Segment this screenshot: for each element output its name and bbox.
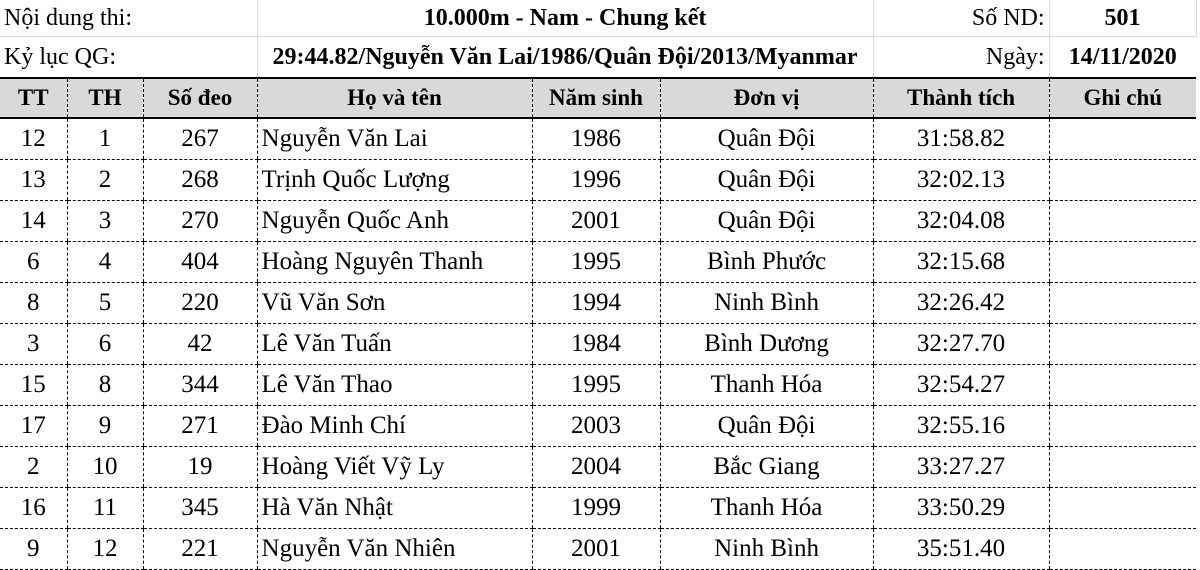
so-nd-label: Số ND: [873, 0, 1049, 37]
result-rows [0, 118, 1196, 570]
cell-tt: 16 [0, 488, 67, 529]
column-header-row [0, 78, 1196, 118]
cell-thanh-tich: 33:50.29 [873, 488, 1049, 529]
cell-thanh-tich: 32:27.70 [873, 324, 1049, 365]
cell-tt: 2 [0, 447, 67, 488]
cell-don-vi: Quân Đội [660, 201, 873, 242]
cell-th: 6 [67, 324, 143, 365]
column-header-ghi-chu: Ghi chú [1049, 78, 1196, 118]
cell-tt: 17 [0, 406, 67, 447]
column-header-th: TH [67, 78, 143, 118]
cell-tt: 6 [0, 242, 67, 283]
column-header-don-vi: Đơn vị [660, 78, 873, 118]
cell-ho-ten: Lê Văn Thao [257, 365, 532, 406]
cell-th: 9 [67, 406, 143, 447]
cell-don-vi: Quân Đội [660, 406, 873, 447]
cell-so-deo: 404 [143, 242, 257, 283]
cell-th: 11 [67, 488, 143, 529]
cell-ghi-chu [1049, 160, 1196, 201]
cell-thanh-tich: 32:54.27 [873, 365, 1049, 406]
cell-tt: 9 [0, 529, 67, 570]
cell-nam-sinh: 1996 [532, 160, 660, 201]
record-label: Kỷ lục QG: [0, 37, 257, 79]
cell-ghi-chu [1049, 118, 1196, 160]
table-row [0, 365, 1196, 406]
cell-don-vi: Ninh Bình [660, 529, 873, 570]
cell-thanh-tich: 32:02.13 [873, 160, 1049, 201]
cell-so-deo: 267 [143, 118, 257, 160]
cell-don-vi: Ninh Bình [660, 283, 873, 324]
cell-nam-sinh: 1986 [532, 118, 660, 160]
cell-ho-ten: Trịnh Quốc Lượng [257, 160, 532, 201]
cell-don-vi: Quân Đội [660, 160, 873, 201]
cell-nam-sinh: 2004 [532, 447, 660, 488]
column-header-thanh-tich: Thành tích [873, 78, 1049, 118]
cell-so-deo: 19 [143, 447, 257, 488]
cell-so-deo: 42 [143, 324, 257, 365]
cell-so-deo: 268 [143, 160, 257, 201]
cell-ho-ten: Nguyễn Quốc Anh [257, 201, 532, 242]
cell-nam-sinh: 2001 [532, 529, 660, 570]
cell-tt: 3 [0, 324, 67, 365]
table-row [0, 118, 1196, 160]
cell-don-vi: Thanh Hóa [660, 365, 873, 406]
cell-thanh-tich: 32:26.42 [873, 283, 1049, 324]
event-label: Nội dung thi: [0, 0, 257, 37]
cell-th: 8 [67, 365, 143, 406]
cell-ghi-chu [1049, 201, 1196, 242]
table-row [0, 406, 1196, 447]
table-row [0, 283, 1196, 324]
cell-th: 12 [67, 529, 143, 570]
cell-so-deo: 220 [143, 283, 257, 324]
cell-th: 2 [67, 160, 143, 201]
cell-th: 10 [67, 447, 143, 488]
so-nd-value: 501 [1049, 0, 1196, 37]
cell-don-vi: Bình Dương [660, 324, 873, 365]
cell-ghi-chu [1049, 324, 1196, 365]
cell-ghi-chu [1049, 447, 1196, 488]
cell-so-deo: 345 [143, 488, 257, 529]
cell-ghi-chu [1049, 529, 1196, 570]
cell-thanh-tich: 31:58.82 [873, 118, 1049, 160]
cell-nam-sinh: 1984 [532, 324, 660, 365]
table-row [0, 447, 1196, 488]
cell-don-vi: Bắc Giang [660, 447, 873, 488]
cell-ho-ten: Vũ Văn Sơn [257, 283, 532, 324]
cell-thanh-tich: 32:15.68 [873, 242, 1049, 283]
cell-ho-ten: Hoàng Nguyên Thanh [257, 242, 532, 283]
table-row [0, 160, 1196, 201]
cell-so-deo: 221 [143, 529, 257, 570]
column-header-nam-sinh: Năm sinh [532, 78, 660, 118]
table-row [0, 201, 1196, 242]
cell-don-vi: Quân Đội [660, 118, 873, 160]
cell-tt: 12 [0, 118, 67, 160]
cell-nam-sinh: 2001 [532, 201, 660, 242]
event-header-row [0, 0, 1196, 37]
cell-ghi-chu [1049, 488, 1196, 529]
cell-nam-sinh: 1999 [532, 488, 660, 529]
table-row [0, 488, 1196, 529]
cell-ghi-chu [1049, 283, 1196, 324]
cell-th: 4 [67, 242, 143, 283]
table-row [0, 242, 1196, 283]
cell-ho-ten: Nguyễn Văn Nhiên [257, 529, 532, 570]
date-label: Ngày: [873, 37, 1049, 79]
cell-so-deo: 270 [143, 201, 257, 242]
event-title: 10.000m - Nam - Chung kết [257, 0, 873, 37]
cell-thanh-tich: 33:27.27 [873, 447, 1049, 488]
cell-ho-ten: Hà Văn Nhật [257, 488, 532, 529]
cell-so-deo: 344 [143, 365, 257, 406]
column-header-ho-ten: Họ và tên [257, 78, 532, 118]
cell-so-deo: 271 [143, 406, 257, 447]
cell-tt: 13 [0, 160, 67, 201]
cell-thanh-tich: 35:51.40 [873, 529, 1049, 570]
date-value: 14/11/2020 [1068, 43, 1177, 70]
cell-nam-sinh: 2003 [532, 406, 660, 447]
cell-th: 3 [67, 201, 143, 242]
table-row [0, 529, 1196, 570]
cell-thanh-tich: 32:04.08 [873, 201, 1049, 242]
cell-ho-ten: Hoàng Viết Vỹ Ly [257, 447, 532, 488]
cell-tt: 8 [0, 283, 67, 324]
cell-thanh-tich: 32:55.16 [873, 406, 1049, 447]
cell-nam-sinh: 1995 [532, 242, 660, 283]
column-header-tt: TT [0, 78, 67, 118]
cell-nam-sinh: 1995 [532, 365, 660, 406]
record-header-row [0, 37, 1196, 79]
record-value: 29:44.82/Nguyễn Văn Lai/1986/Quân Đội/2013/Myanmar [257, 37, 873, 79]
cell-th: 1 [67, 118, 143, 160]
cell-ghi-chu [1049, 406, 1196, 447]
cell-don-vi: Thanh Hóa [660, 488, 873, 529]
table-row [0, 324, 1196, 365]
cell-ho-ten: Lê Văn Tuấn [257, 324, 532, 365]
cell-nam-sinh: 1994 [532, 283, 660, 324]
cell-tt: 14 [0, 201, 67, 242]
cell-ghi-chu [1049, 365, 1196, 406]
cell-ho-ten: Nguyễn Văn Lai [257, 118, 532, 160]
cell-tt: 15 [0, 365, 67, 406]
cell-ghi-chu [1049, 242, 1196, 283]
cell-ho-ten: Đào Minh Chí [257, 406, 532, 447]
column-header-so-deo: Số đeo [143, 78, 257, 118]
cell-th: 5 [67, 283, 143, 324]
cell-don-vi: Bình Phước [660, 242, 873, 283]
